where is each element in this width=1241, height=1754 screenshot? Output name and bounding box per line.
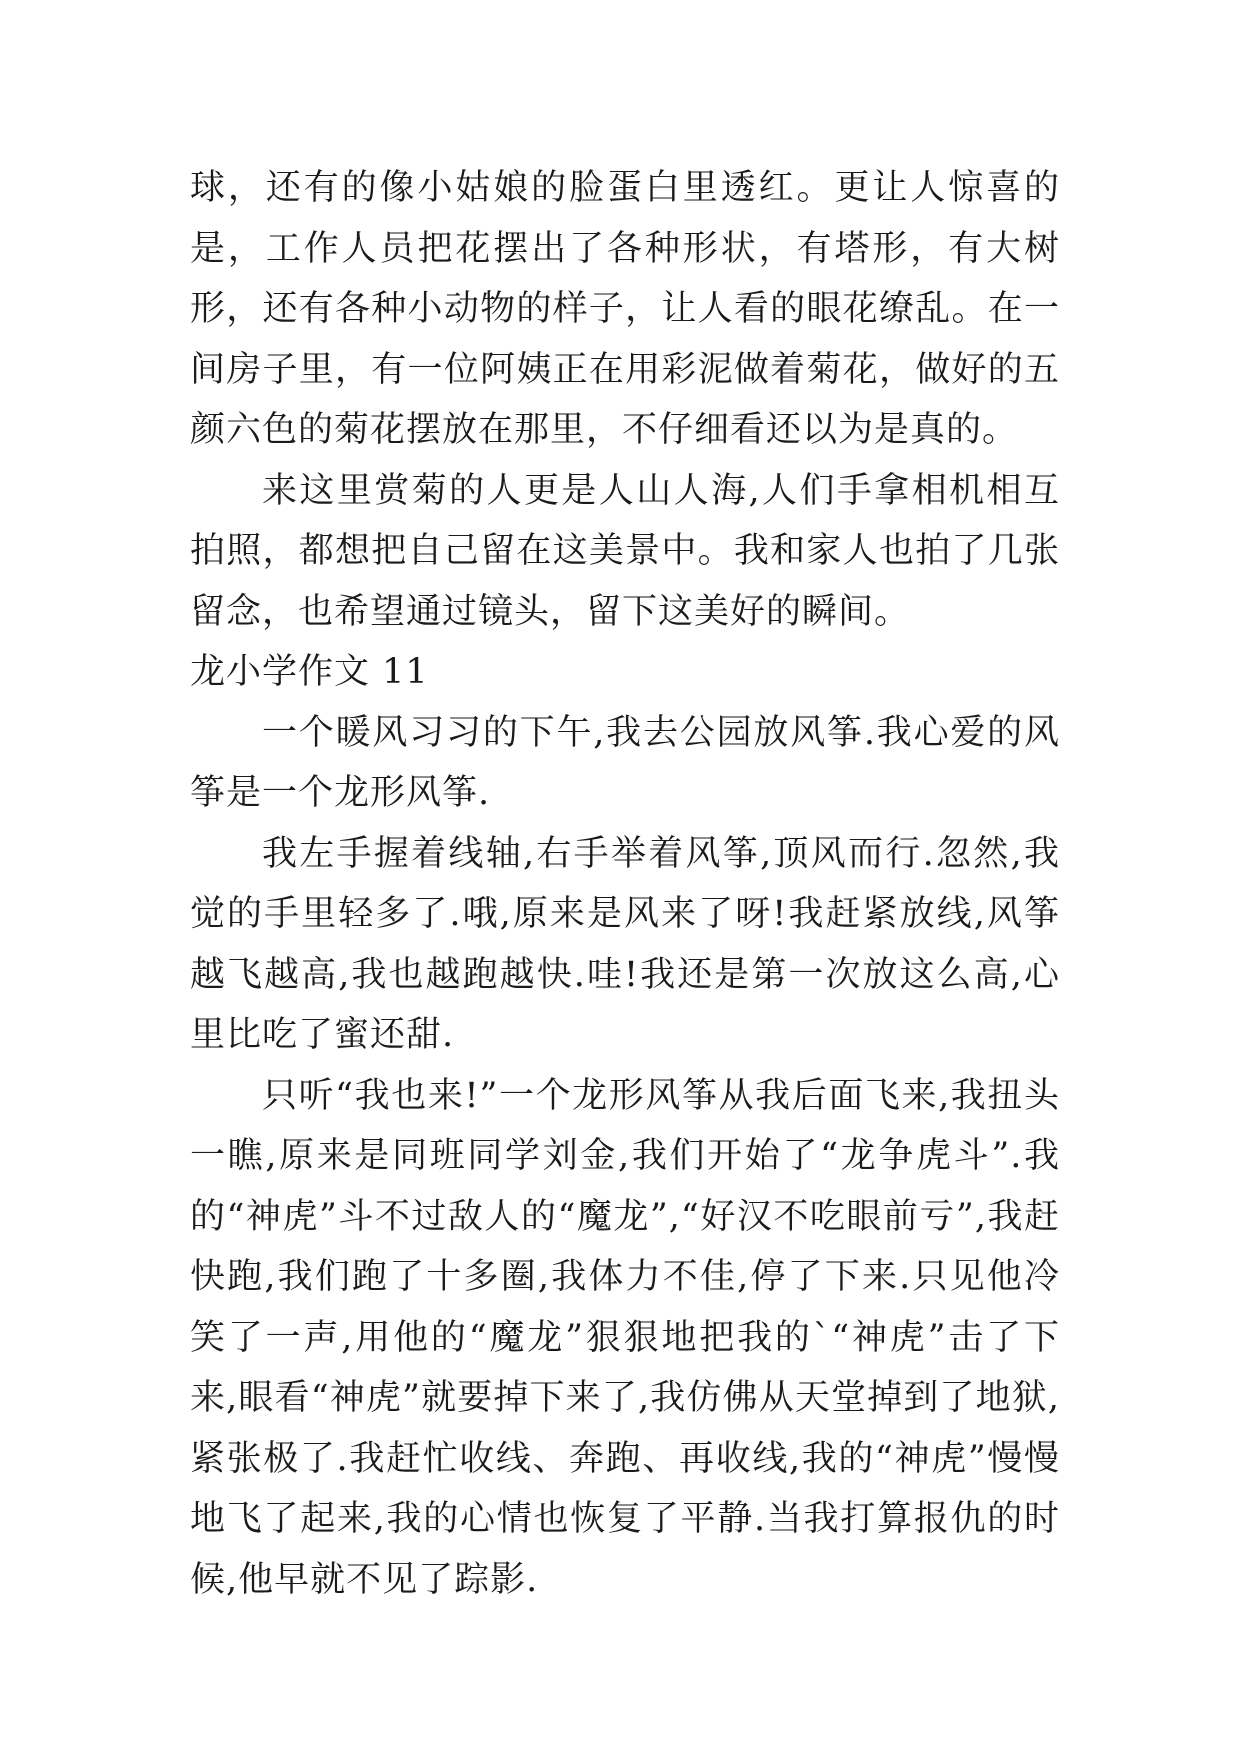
paragraph-kite-battle: 只听“我也来!”一个龙形风筝从我后面飞来,我扭头一瞧,原来是同班同学刘金,我们开始了“龙争虎斗”.我的“神虎”斗不过敌人的“魔龙”,“好汉不吃眼前亏”,我赶快跑,我们跑了十多圈,我体力不佳,停了下来.只见他冷笑了一声,用他的“魔龙”狠狠地把我的`“神虎”击了下来,眼看“神虎”就要掉下来了,我仿佛从天堂掉到了地狱,紧张极了.我赶忙收线、奔跑、再收线,我的“神虎”慢慢地飞了起来,我的心情也恢复了平静.当我打算报仇的时候,他早就不见了踪影. (190, 1075, 1060, 1600)
essay-heading: 龙小学作文 11 (190, 652, 429, 692)
document-body (190, 158, 1060, 1610)
paragraph-photo-taking: 来这里赏菊的人更是人山人海,人们手拿相机相互拍照，都想把自己留在这美景中。我和家人也拍了几张留念，也希望通过镜头，留下这美好的瞬间。 (190, 470, 1060, 632)
paragraph-kite-intro: 一个暖风习习的下午,我去公园放风筝.我心爱的风筝是一个龙形风筝. (190, 712, 1060, 813)
paragraph-chrysanthemum-description: 球，还有的像小姑娘的脸蛋白里透红。更让人惊喜的是，工作人员把花摆出了各种形状，有塔形，有大树形，还有各种小动物的样子，让人看的眼花缭乱。在一间房子里，有一位阿姨正在用彩泥做着菊花，做好的五颜六色的菊花摆放在那里，不仔细看还以为是真的。 (190, 168, 1060, 450)
paragraph-kite-flying: 我左手握着线轴,右手举着风筝,顶风而行.忽然,我觉的手里轻多了.哦,原来是风来了呀!我赶紧放线,风筝越飞越高,我也越跑越快.哇!我还是第一次放这么高,心里比吃了蜜还甜. (190, 833, 1060, 1055)
